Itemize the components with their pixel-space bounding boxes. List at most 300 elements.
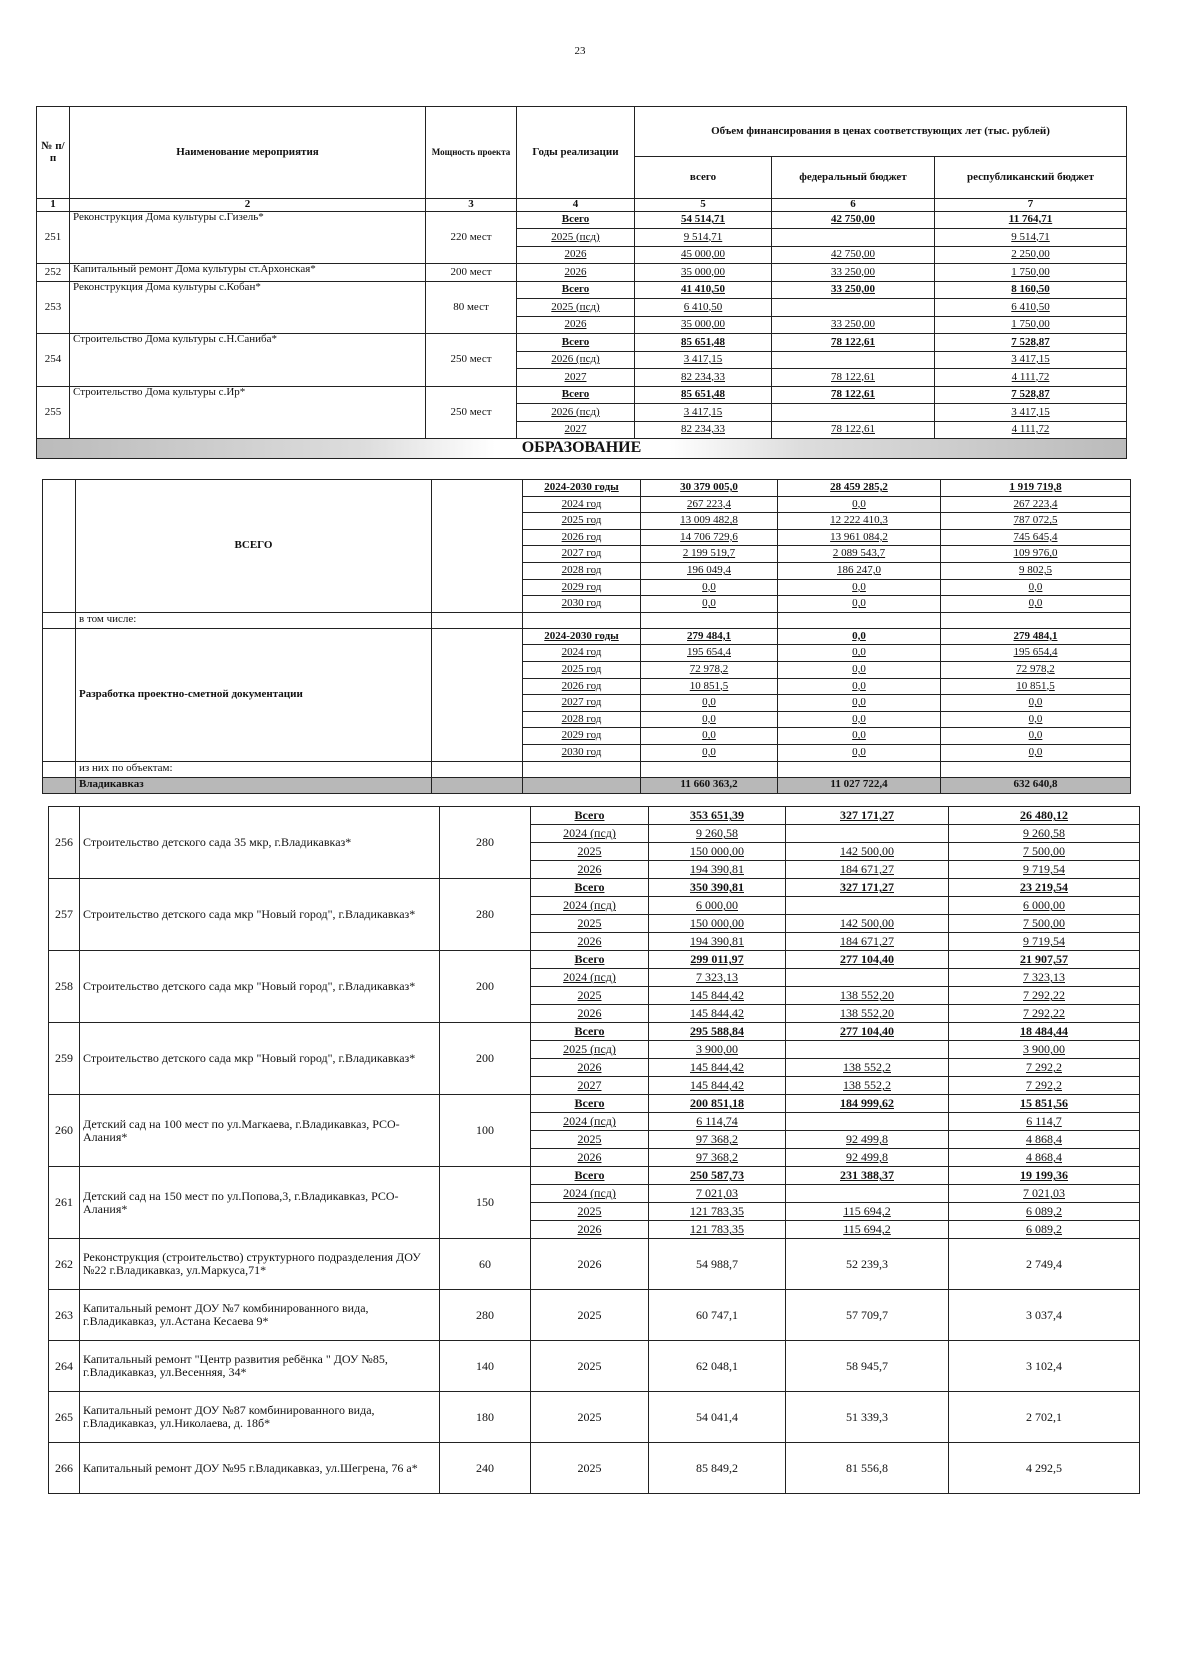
total-cell: 85 849,2 — [649, 1443, 786, 1494]
item-number: 257 — [49, 879, 80, 951]
table-row — [49, 1023, 1140, 1041]
item-number: 259 — [49, 1023, 80, 1095]
federal-cell: 78 122,61 — [772, 369, 935, 387]
item-name: Строительство Дома культуры с.Н.Саниба* — [70, 334, 426, 387]
total-cell: 250 587,73 — [649, 1167, 786, 1185]
total-cell: 267 223,4 — [641, 496, 778, 513]
republic-cell: 18 484,44 — [949, 1023, 1140, 1041]
year-cell: 2025 год — [523, 661, 641, 678]
table-row — [43, 612, 1131, 628]
year-cell: 2024 год — [523, 496, 641, 513]
total-cell: 30 379 005,0 — [641, 480, 778, 497]
item-capacity: 180 — [440, 1392, 531, 1443]
item-name: Капитальный ремонт ДОУ №95 г.Владикавказ, ул.Шегрена, 76 а* — [80, 1443, 440, 1494]
year-cell: 2026 — [517, 264, 635, 282]
federal-cell: 142 500,00 — [786, 915, 949, 933]
republic-cell: 6 114,7 — [949, 1113, 1140, 1131]
year-cell: 2026 — [531, 1005, 649, 1023]
republic-cell: 1 750,00 — [935, 316, 1127, 334]
republic-cell: 4 292,5 — [949, 1443, 1140, 1494]
total-cell: 60 747,1 — [649, 1290, 786, 1341]
item-name: Детский сад на 150 мест по ул.Попова,3, г.Владикавказ, РСО-Алания* — [80, 1167, 440, 1239]
page-number: 23 — [574, 45, 586, 57]
federal-cell — [786, 1113, 949, 1131]
year-cell: 2030 год — [523, 596, 641, 613]
year-cell: 2025 — [531, 1131, 649, 1149]
year-cell: 2029 год — [523, 579, 641, 596]
table-row — [49, 1341, 1140, 1392]
item-name: Строительство детского сада мкр "Новый город", г.Владикавказ* — [80, 1023, 440, 1095]
republic-cell: 745 645,4 — [941, 529, 1131, 546]
empty-cell — [523, 777, 641, 793]
item-name: Строительство детского сада мкр "Новый город", г.Владикавказ* — [80, 951, 440, 1023]
federal-cell: 57 709,7 — [786, 1290, 949, 1341]
item-capacity: 140 — [440, 1341, 531, 1392]
year-cell: 2025 (псд) — [517, 229, 635, 247]
item-capacity: 280 — [440, 807, 531, 879]
table-row — [49, 807, 1140, 825]
year-cell: Всего — [531, 951, 649, 969]
table-row — [49, 1239, 1140, 1290]
republic-cell: 0,0 — [941, 579, 1131, 596]
year-cell: 2026 — [531, 861, 649, 879]
republic-cell: 7 292,2 — [949, 1059, 1140, 1077]
total-cell: 9 514,71 — [635, 229, 772, 247]
total-cell: 7 323,13 — [649, 969, 786, 987]
column-index-4: 4 — [517, 199, 635, 212]
empty-cell — [43, 777, 76, 793]
federal-cell: 0,0 — [778, 496, 941, 513]
republic-cell: 0,0 — [941, 744, 1131, 761]
federal-cell: 138 552,2 — [786, 1077, 949, 1095]
including-label: в том числе: — [76, 612, 432, 628]
federal-cell: 33 250,00 — [772, 281, 935, 299]
table-row — [37, 264, 1127, 282]
total-cell: 13 009 482,8 — [641, 513, 778, 530]
item-capacity: 200 — [440, 1023, 531, 1095]
republic-cell: 2 702,1 — [949, 1392, 1140, 1443]
federal-cell: 277 104,40 — [786, 951, 949, 969]
table-row — [49, 1443, 1140, 1494]
republic-cell: 72 978,2 — [941, 661, 1131, 678]
total-cell: 121 783,35 — [649, 1203, 786, 1221]
year-cell: 2024-2030 годы — [523, 628, 641, 645]
item-name: Капитальный ремонт ДОУ №87 комбинированного вида, г.Владикавказ, ул.Николаева, д. 18б* — [80, 1392, 440, 1443]
federal-cell: 327 171,27 — [786, 879, 949, 897]
republic-cell: 109 976,0 — [941, 546, 1131, 563]
empty-cell — [432, 628, 523, 761]
federal-cell: 92 499,8 — [786, 1149, 949, 1167]
total-cell: 0,0 — [641, 695, 778, 712]
year-cell: Всего — [531, 807, 649, 825]
federal-cell: 0,0 — [778, 628, 941, 645]
column-index-row — [37, 199, 1127, 212]
year-cell: 2025 — [531, 1290, 649, 1341]
federal-cell — [786, 897, 949, 915]
republic-cell: 7 021,03 — [949, 1185, 1140, 1203]
republic-cell: 3 417,15 — [935, 351, 1127, 369]
year-cell: 2024 (псд) — [531, 897, 649, 915]
column-index-3: 3 — [426, 199, 517, 212]
column-index-1: 1 — [37, 199, 70, 212]
item-name: Строительство детского сада мкр "Новый город", г.Владикавказ* — [80, 879, 440, 951]
republic-cell: 9 719,54 — [949, 933, 1140, 951]
total-cell: 6 114,74 — [649, 1113, 786, 1131]
federal-cell: 12 222 410,3 — [778, 513, 941, 530]
item-capacity: 200 — [440, 951, 531, 1023]
year-cell: 2024 (псд) — [531, 1185, 649, 1203]
item-capacity: 280 — [440, 1290, 531, 1341]
item-number: 253 — [37, 281, 70, 334]
column-index-6: 6 — [772, 199, 935, 212]
total-cell: 145 844,42 — [649, 1005, 786, 1023]
total-cell: 145 844,42 — [649, 1059, 786, 1077]
federal-cell: 2 089 543,7 — [778, 546, 941, 563]
item-number: 255 — [37, 386, 70, 439]
table-row — [43, 761, 1131, 777]
year-cell: 2025 — [531, 1443, 649, 1494]
total-cell: 196 049,4 — [641, 562, 778, 579]
federal-cell: 81 556,8 — [786, 1443, 949, 1494]
item-number: 254 — [37, 334, 70, 387]
republic-cell: 7 292,2 — [949, 1077, 1140, 1095]
federal-cell: 33 250,00 — [772, 264, 935, 282]
culture-section — [37, 211, 1127, 439]
total-cell: 0,0 — [641, 596, 778, 613]
republic-cell: 4 868,4 — [949, 1149, 1140, 1167]
federal-cell: 0,0 — [778, 678, 941, 695]
empty-cell — [43, 612, 76, 628]
column-index-5: 5 — [635, 199, 772, 212]
vladikavkaz-row — [43, 777, 1131, 793]
table-row — [49, 1392, 1140, 1443]
federal-cell: 0,0 — [778, 695, 941, 712]
republic-cell: 7 292,22 — [949, 1005, 1140, 1023]
year-cell: 2026 — [531, 1221, 649, 1239]
item-name: Капитальный ремонт ДОУ №7 комбинированного вида, г.Владикавказ, ул.Астана Кесаева 9* — [80, 1290, 440, 1341]
section-title: ОБРАЗОВАНИЕ — [37, 439, 1127, 459]
federal-cell: 78 122,61 — [772, 421, 935, 439]
republic-cell: 1 919 719,8 — [941, 480, 1131, 497]
item-name: Реконструкция Дома культуры с.Гизель* — [70, 211, 426, 264]
republic-cell: 0,0 — [941, 711, 1131, 728]
federal-cell: 184 999,62 — [786, 1095, 949, 1113]
year-cell: 2025 — [531, 1341, 649, 1392]
republic-cell: 0,0 — [941, 596, 1131, 613]
total-cell: 279 484,1 — [641, 628, 778, 645]
item-number: 261 — [49, 1167, 80, 1239]
item-number: 251 — [37, 211, 70, 264]
item-capacity: 280 — [440, 879, 531, 951]
total-cell: 3 417,15 — [635, 351, 772, 369]
republic-cell: 4 111,72 — [935, 421, 1127, 439]
total-cell: 353 651,39 — [649, 807, 786, 825]
empty-cell — [432, 761, 523, 777]
table-row — [49, 1095, 1140, 1113]
item-capacity: 240 — [440, 1443, 531, 1494]
year-cell: Всего — [517, 386, 635, 404]
federal-cell: 184 671,27 — [786, 861, 949, 879]
federal-cell: 33 250,00 — [772, 316, 935, 334]
funding-table-objects — [48, 806, 1140, 1494]
empty-cell — [43, 761, 76, 777]
total-cell: 85 651,48 — [635, 386, 772, 404]
year-cell: 2025 — [531, 843, 649, 861]
year-cell: Всего — [517, 211, 635, 229]
total-cell: 35 000,00 — [635, 316, 772, 334]
federal-cell: 115 694,2 — [786, 1203, 949, 1221]
total-cell: 150 000,00 — [649, 915, 786, 933]
table-row — [49, 951, 1140, 969]
federal-cell: 78 122,61 — [772, 334, 935, 352]
total-cell: 97 368,2 — [649, 1131, 786, 1149]
total-cell: 35 000,00 — [635, 264, 772, 282]
republic-cell: 15 851,56 — [949, 1095, 1140, 1113]
federal-cell: 58 945,7 — [786, 1341, 949, 1392]
total-cell: 299 011,97 — [649, 951, 786, 969]
total-cell: 45 000,00 — [635, 246, 772, 264]
federal-cell — [786, 1185, 949, 1203]
year-cell: 2026 год — [523, 678, 641, 695]
republic-cell: 3 102,4 — [949, 1341, 1140, 1392]
republic-cell: 3 900,00 — [949, 1041, 1140, 1059]
total-cell: 0,0 — [641, 744, 778, 761]
republic-cell: 26 480,12 — [949, 807, 1140, 825]
table-row — [49, 1167, 1140, 1185]
year-cell: 2024 (псд) — [531, 825, 649, 843]
federal-cell: 186 247,0 — [778, 562, 941, 579]
item-capacity: 250 мест — [426, 386, 517, 439]
federal-cell: 42 750,00 — [772, 211, 935, 229]
federal-cell: 78 122,61 — [772, 386, 935, 404]
year-cell: 2029 год — [523, 728, 641, 745]
total-cell: 9 260,58 — [649, 825, 786, 843]
federal-cell: 327 171,27 — [786, 807, 949, 825]
total-cell: 54 988,7 — [649, 1239, 786, 1290]
empty-cell — [43, 628, 76, 761]
year-cell: 2026 — [517, 316, 635, 334]
federal-cell: 0,0 — [778, 744, 941, 761]
item-capacity: 80 мест — [426, 281, 517, 334]
total-cell: 3 900,00 — [649, 1041, 786, 1059]
year-cell: 2026 — [531, 1149, 649, 1167]
federal-cell — [786, 969, 949, 987]
year-cell: Всего — [531, 1167, 649, 1185]
republic-cell: 0,0 — [941, 695, 1131, 712]
total-cell: 54 514,71 — [635, 211, 772, 229]
total-cell: 2 199 519,7 — [641, 546, 778, 563]
total-cell: 200 851,18 — [649, 1095, 786, 1113]
republic-cell: 6 089,2 — [949, 1221, 1140, 1239]
year-cell: 2024 (псд) — [531, 1113, 649, 1131]
item-capacity: 200 мест — [426, 264, 517, 282]
item-name: Реконструкция (строительство) структурного подразделения ДОУ №22 г.Владикавказ, ул.Маркуса,71* — [80, 1239, 440, 1290]
design-label: Разработка проектно-сметной документации — [76, 628, 432, 761]
total-cell: 0,0 — [641, 711, 778, 728]
total-cell: 62 048,1 — [649, 1341, 786, 1392]
year-cell: 2030 год — [523, 744, 641, 761]
total-label: ВСЕГО — [76, 480, 432, 613]
item-capacity: 250 мест — [426, 334, 517, 387]
federal-cell: 0,0 — [778, 728, 941, 745]
year-cell: 2026 (псд) — [517, 351, 635, 369]
year-cell: 2025 — [531, 915, 649, 933]
republic-cell: 9 719,54 — [949, 861, 1140, 879]
year-cell: Всего — [531, 1095, 649, 1113]
year-cell: 2026 — [531, 933, 649, 951]
year-cell: 2026 — [517, 246, 635, 264]
year-cell: 2027 год — [523, 695, 641, 712]
total-cell: 194 390,81 — [649, 861, 786, 879]
republic-cell: 3 417,15 — [935, 404, 1127, 422]
empty-cell — [523, 761, 641, 777]
republic-cell: 10 851,5 — [941, 678, 1131, 695]
item-number: 264 — [49, 1341, 80, 1392]
federal-cell: 138 552,20 — [786, 987, 949, 1005]
empty-cell — [641, 612, 778, 628]
republic-cell: 6 410,50 — [935, 299, 1127, 317]
republic-cell: 7 500,00 — [949, 915, 1140, 933]
total-cell: 41 410,50 — [635, 281, 772, 299]
year-cell: 2027 — [517, 421, 635, 439]
item-name: Капитальный ремонт "Центр развития ребёнка " ДОУ №85, г.Владикавказ, ул.Весенняя, 34* — [80, 1341, 440, 1392]
vladikavkaz-label: Владикавказ — [76, 777, 432, 793]
republic-cell: 0,0 — [941, 728, 1131, 745]
federal-cell — [786, 1041, 949, 1059]
item-number: 262 — [49, 1239, 80, 1290]
item-number: 252 — [37, 264, 70, 282]
item-capacity: 220 мест — [426, 211, 517, 264]
total-cell: 6 000,00 — [649, 897, 786, 915]
year-cell: 2025 — [531, 1392, 649, 1443]
total-cell: 85 651,48 — [635, 334, 772, 352]
column-index-2: 2 — [70, 199, 426, 212]
republic-cell: 6 000,00 — [949, 897, 1140, 915]
year-cell: 2026 — [531, 1059, 649, 1077]
year-cell: 2027 год — [523, 546, 641, 563]
federal-cell: 0,0 — [778, 645, 941, 662]
republic-cell: 4 868,4 — [949, 1131, 1140, 1149]
federal-cell: 51 339,3 — [786, 1392, 949, 1443]
funding-table-totals — [42, 479, 1131, 794]
republic-cell: 7 528,87 — [935, 386, 1127, 404]
col-capacity-header: Мощность проекта — [426, 107, 517, 199]
col-num-header: № п/п — [37, 107, 70, 199]
empty-cell — [523, 612, 641, 628]
empty-cell — [641, 761, 778, 777]
republic-cell: 9 514,71 — [935, 229, 1127, 247]
republic-cell: 6 089,2 — [949, 1203, 1140, 1221]
republic-cell: 23 219,54 — [949, 879, 1140, 897]
item-number: 263 — [49, 1290, 80, 1341]
year-cell: 2025 — [531, 987, 649, 1005]
empty-cell — [778, 761, 941, 777]
republic-cell: 4 111,72 — [935, 369, 1127, 387]
federal-cell: 52 239,3 — [786, 1239, 949, 1290]
table-row — [43, 628, 1131, 645]
total-cell: 145 844,42 — [649, 1077, 786, 1095]
year-cell: 2025 год — [523, 513, 641, 530]
year-cell: 2027 — [531, 1077, 649, 1095]
item-capacity: 100 — [440, 1095, 531, 1167]
total-cell: 150 000,00 — [649, 843, 786, 861]
funding-table-top — [36, 106, 1127, 459]
of-them-label: из них по объектам: — [76, 761, 432, 777]
empty-cell — [432, 612, 523, 628]
year-cell: 2028 год — [523, 562, 641, 579]
federal-cell: 0,0 — [778, 661, 941, 678]
table-row — [37, 281, 1127, 299]
federal-cell: 28 459 285,2 — [778, 480, 941, 497]
federal-cell — [772, 299, 935, 317]
total-cell: 121 783,35 — [649, 1221, 786, 1239]
federal-cell: 0,0 — [778, 579, 941, 596]
empty-cell — [941, 761, 1131, 777]
republic-cell: 3 037,4 — [949, 1290, 1140, 1341]
year-cell: 2026 — [531, 1239, 649, 1290]
item-name: Капитальный ремонт Дома культуры ст.Архонская* — [70, 264, 426, 282]
republic-cell: 279 484,1 — [941, 628, 1131, 645]
table-row — [37, 211, 1127, 229]
year-cell: Всего — [531, 1023, 649, 1041]
year-cell: 2024 (псд) — [531, 969, 649, 987]
year-cell: 2028 год — [523, 711, 641, 728]
republic-cell: 11 764,71 — [935, 211, 1127, 229]
item-name: Детский сад на 100 мест по ул.Магкаева, г.Владикавказ, РСО-Алания* — [80, 1095, 440, 1167]
federal-cell: 231 388,37 — [786, 1167, 949, 1185]
total-cell: 82 234,33 — [635, 421, 772, 439]
item-number: 266 — [49, 1443, 80, 1494]
table-row — [49, 1290, 1140, 1341]
total-cell: 3 417,15 — [635, 404, 772, 422]
republic-cell: 9 802,5 — [941, 562, 1131, 579]
federal-cell — [772, 229, 935, 247]
empty-cell — [432, 777, 523, 793]
total-cell: 195 654,4 — [641, 645, 778, 662]
total-cell: 145 844,42 — [649, 987, 786, 1005]
col-republic-header: республиканский бюджет — [935, 157, 1127, 199]
republic-cell: 7 500,00 — [949, 843, 1140, 861]
total-cell: 97 368,2 — [649, 1149, 786, 1167]
republic-cell: 195 654,4 — [941, 645, 1131, 662]
year-cell: 2024 год — [523, 645, 641, 662]
federal-cell: 13 961 084,2 — [778, 529, 941, 546]
total-cell: 82 234,33 — [635, 369, 772, 387]
federal-cell: 138 552,2 — [786, 1059, 949, 1077]
table-row — [49, 879, 1140, 897]
total-cell: 0,0 — [641, 579, 778, 596]
federal-cell — [786, 825, 949, 843]
total-cell: 11 660 363,2 — [641, 777, 778, 793]
federal-cell — [772, 351, 935, 369]
republic-cell: 787 072,5 — [941, 513, 1131, 530]
table-row — [43, 480, 1131, 497]
republic-cell: 7 292,22 — [949, 987, 1140, 1005]
item-capacity: 150 — [440, 1167, 531, 1239]
empty-cell — [432, 480, 523, 613]
total-cell: 54 041,4 — [649, 1392, 786, 1443]
item-capacity: 60 — [440, 1239, 531, 1290]
republic-cell: 21 907,57 — [949, 951, 1140, 969]
federal-cell: 0,0 — [778, 596, 941, 613]
federal-cell: 184 671,27 — [786, 933, 949, 951]
table-row — [37, 386, 1127, 404]
total-cell: 10 851,5 — [641, 678, 778, 695]
total-cell: 6 410,50 — [635, 299, 772, 317]
year-cell: 2025 (псд) — [517, 299, 635, 317]
total-cell: 7 021,03 — [649, 1185, 786, 1203]
empty-cell — [778, 612, 941, 628]
